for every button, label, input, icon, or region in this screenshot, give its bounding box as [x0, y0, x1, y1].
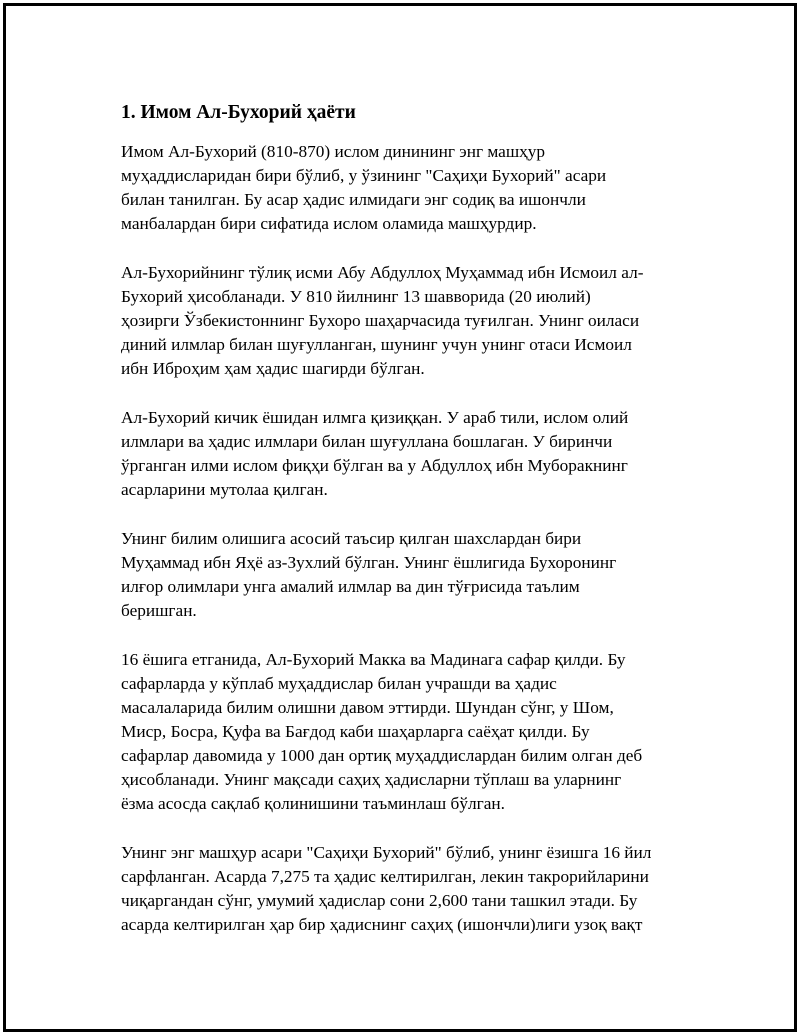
text-line: ҳисобланади. Унинг мақсади саҳиҳ ҳадисларни тўплаш ва уларнинг — [121, 770, 622, 790]
document-body — [121, 98, 691, 962]
text-line: чиқаргандан сўнг, умумий ҳадислар сони 2,600 тани ташкил этади. Бу — [121, 890, 638, 910]
text-line: асарда келтирилган ҳар бир ҳадиснинг саҳиҳ (ишончли)лиги узоқ вақт — [121, 915, 643, 935]
text-line: манбалардан бири сифатида ислом оламида машҳурдир. — [121, 214, 537, 234]
text-line: сафарлар давомида у 1000 дан ортиқ муҳаддислардан билим олган деб — [121, 745, 643, 765]
text-line: муҳаддисларидан бири бўлиб, у ўзининг "Саҳиҳи Бухорий" асари — [121, 166, 607, 186]
text-line: илмлари ва ҳадис илмлари билан шуғуллана бошлаган. У биринчи — [121, 431, 613, 451]
text-line: ёзма асосда сақлаб қолинишини таъминлаш бўлган. — [121, 794, 505, 814]
text-line: Ал-Бухорийнинг тўлиқ исми Абу Абдуллоҳ Муҳаммад ибн Исмоил ал- — [121, 262, 644, 282]
text-line: Унинг билим олишига асосий таъсир қилган шахслардан бири — [121, 528, 582, 548]
paragraph-6 — [121, 841, 691, 937]
text-line: Миср, Босра, Қуфа ва Бағдод каби шаҳарларга саёҳат қилди. Бу — [121, 721, 590, 741]
text-line: ҳозирги Ўзбекистоннинг Бухоро шаҳарчасида туғилган. Унинг оиласи — [121, 311, 640, 331]
paragraph-2 — [121, 261, 691, 381]
text-line: ибн Иброҳим ҳам ҳадис шагирди бўлган. — [121, 359, 425, 379]
text-line: беришган. — [121, 601, 197, 620]
text-line: сафарларда у кўплаб муҳаддислар билан учрашди ва ҳадис — [121, 673, 557, 693]
text-line: Бухорий ҳисобланади. У 810 йилнинг 13 шавворида (20 июлий) — [121, 286, 591, 306]
paragraph-5 — [121, 648, 691, 817]
text-line: Имом Ал-Бухорий (810-870) ислом динининг энг машҳур — [121, 142, 546, 161]
page-frame — [3, 3, 797, 1032]
text-line: Ал-Бухорий кичик ёшидан илмга қизиққан. У араб тили, ислом олий — [121, 407, 629, 427]
text-line: билан танилган. Бу асар ҳадис илмидаги энг содиқ ва ишончли — [121, 190, 586, 210]
document-title: 1. Имом Ал-Бухорий ҳаёти — [121, 102, 356, 123]
text-line: Унинг энг машҳур асари "Саҳиҳи Бухорий" бўлиб, унинг ёзишга 16 йил — [121, 842, 652, 862]
paragraph-1 — [121, 140, 691, 236]
text-line: масалаларида билим олишни давом эттирди. Шундан сўнг, у Шом, — [121, 697, 614, 717]
text-line: асарларини мутолаа қилган. — [121, 480, 328, 500]
text-line: диний илмлар билан шуғулланган, шунинг учун унинг отаси Исмоил — [121, 335, 632, 355]
text-line: Муҳаммад ибн Яҳё аз-Зухлий бўлган. Унинг ёшлигида Бухоронинг — [121, 552, 617, 572]
paragraph-3 — [121, 406, 691, 502]
text-line: ўрганган илми ислом фиқҳи бўлган ва у Абдуллоҳ ибн Муборакнинг — [121, 456, 628, 476]
paragraph-4 — [121, 527, 691, 623]
text-line: илғор олимлари унга амалий илмлар ва дин тўғрисида таълим — [121, 576, 580, 596]
text-line: сарфланган. Асарда 7,275 та ҳадис келтирилган, лекин такрорийларини — [121, 866, 649, 886]
text-line: 16 ёшига етганида, Ал-Бухорий Макка ва Мадинага сафар қилди. Бу — [121, 649, 626, 669]
